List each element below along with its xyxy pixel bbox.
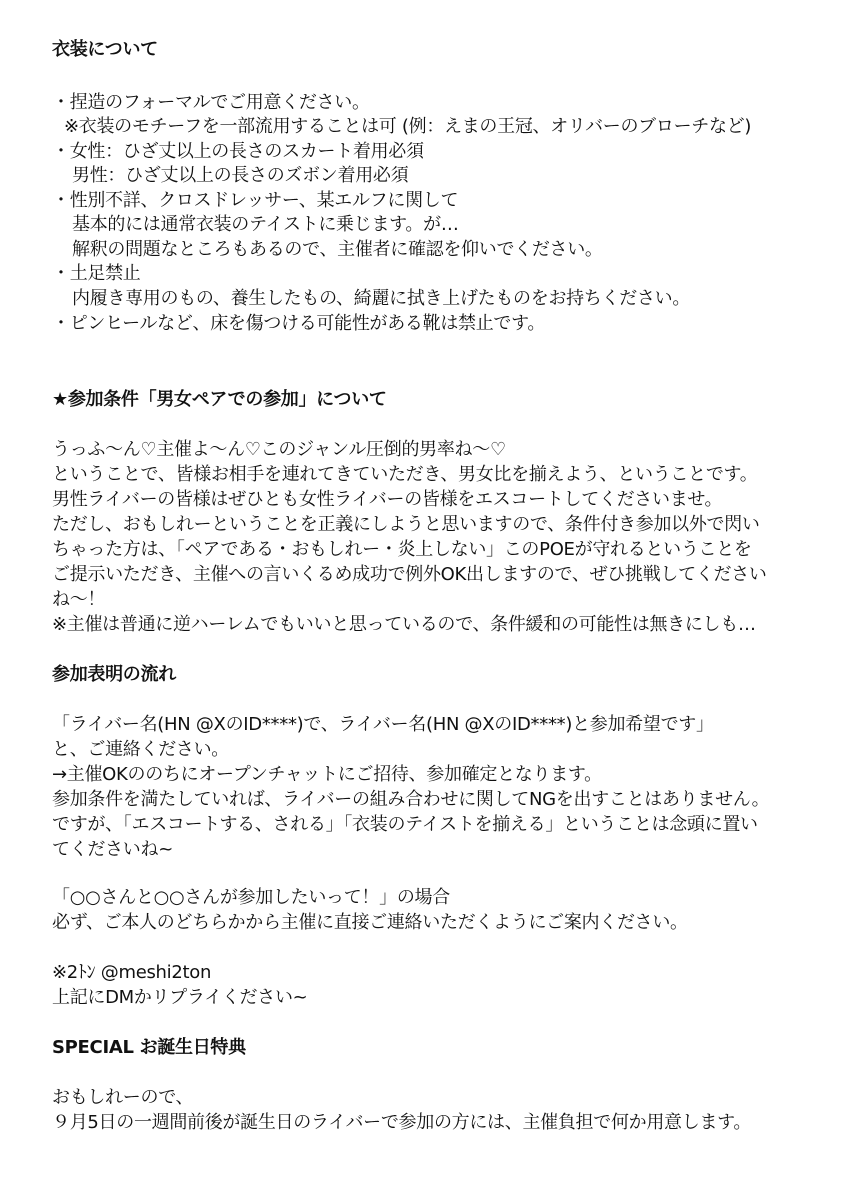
flow-line: 必ず、ご本人のどちらかから主催に直接ご連絡いただくようにご案内ください。 bbox=[52, 912, 688, 933]
special-line: ９月5日の一週間前後が誕生日のライバーで参加の方には、主催負担で何か用意します。 bbox=[52, 1112, 752, 1133]
costume-line: 解釈の問題なところもあるので、主催者に確認を仰いでください。 bbox=[72, 239, 603, 260]
costume-line: 内履き専用のもの、養生したもの、綺麗に拭き上げたものをお持ちください。 bbox=[72, 288, 691, 309]
flow-line: 「ライバー名(HN @XのID****)で、ライバー名(HN @XのID****)と参加希望です」 bbox=[52, 714, 714, 735]
section-heading-flow: 参加表明の流れ bbox=[52, 664, 176, 685]
flow-line: 参加条件を満たしていれば、ライバーの組み合わせに関してNGを出すことはありません。 bbox=[52, 789, 770, 810]
pair-line: ご提示いただき、主催への言いくるめ成功で例外OK出しますので、ぜひ挑戦してください bbox=[52, 564, 767, 585]
costume-line: ・ピンヒールなど、床を傷つける可能性がある靴は禁止です。 bbox=[52, 313, 546, 334]
costume-line: ・性別不詳、クロスドレッサー、某エルフに関して bbox=[52, 190, 459, 211]
flow-line: てくださいね~ bbox=[52, 839, 173, 860]
costume-line: 基本的には通常衣装のテイストに乗じます。が… bbox=[72, 214, 459, 235]
section-heading-special: SPECIAL お誕生日特典 bbox=[52, 1037, 246, 1058]
flow-line: ですが、「エスコートする、される」「衣装のテイストを揃える」ということは念頭に置い bbox=[52, 814, 758, 835]
pair-line: ね〜！ bbox=[52, 589, 106, 610]
pair-line: ※主催は普通に逆ハーレムでもいいと思っているので、条件緩和の可能性は無きにしも… bbox=[52, 614, 756, 635]
costume-line: 男性：ひざ丈以上の長さのズボン着用必須 bbox=[72, 165, 409, 186]
flow-line: →主催OKののちにオープンチャットにご招待、参加確定となります。 bbox=[52, 764, 602, 785]
costume-line: ・捏造のフォーマルでご用意ください。 bbox=[52, 92, 370, 113]
section-heading-pair: ★参加条件「男女ペアでの参加」について bbox=[52, 389, 387, 410]
flow-line: と、ご連絡ください。 bbox=[52, 739, 229, 760]
pair-line: うっふ〜ん♡主催よ〜ん♡このジャンル圧倒的男率ね〜♡ bbox=[52, 439, 506, 460]
pair-line: 男性ライバーの皆様はぜひとも女性ライバーの皆様をエスコートしてくださいませ。 bbox=[52, 489, 723, 510]
costume-line: ・女性：ひざ丈以上の長さのスカート着用必須 bbox=[52, 141, 424, 162]
special-line: おもしれーので、 bbox=[52, 1087, 194, 1108]
costume-line: ・土足禁止 bbox=[52, 263, 141, 284]
flow-line: 上記にDMかリプライください~ bbox=[52, 987, 308, 1008]
costume-line: ※衣装のモチーフを一部流用することは可 (例：えまの王冠、オリバーのブローチなど) bbox=[64, 116, 752, 137]
pair-line: ただし、おもしれーということを正義にしようと思いますので、条件付き参加以外で閃い bbox=[52, 514, 760, 535]
flow-line: 「○○さんと○○さんが参加したいって！」の場合 bbox=[52, 887, 450, 908]
flow-line: ※2ﾄﾝ @meshi2ton bbox=[52, 962, 212, 983]
pair-line: ということで、皆様お相手を連れてきていただき、男女比を揃えよう、ということです。 bbox=[52, 464, 758, 485]
pair-line: ちゃった方は、「ペアである・おもしれー・炎上しない」このPOEが守れるということを bbox=[52, 539, 752, 560]
section-heading-costume: 衣装について bbox=[52, 39, 158, 60]
